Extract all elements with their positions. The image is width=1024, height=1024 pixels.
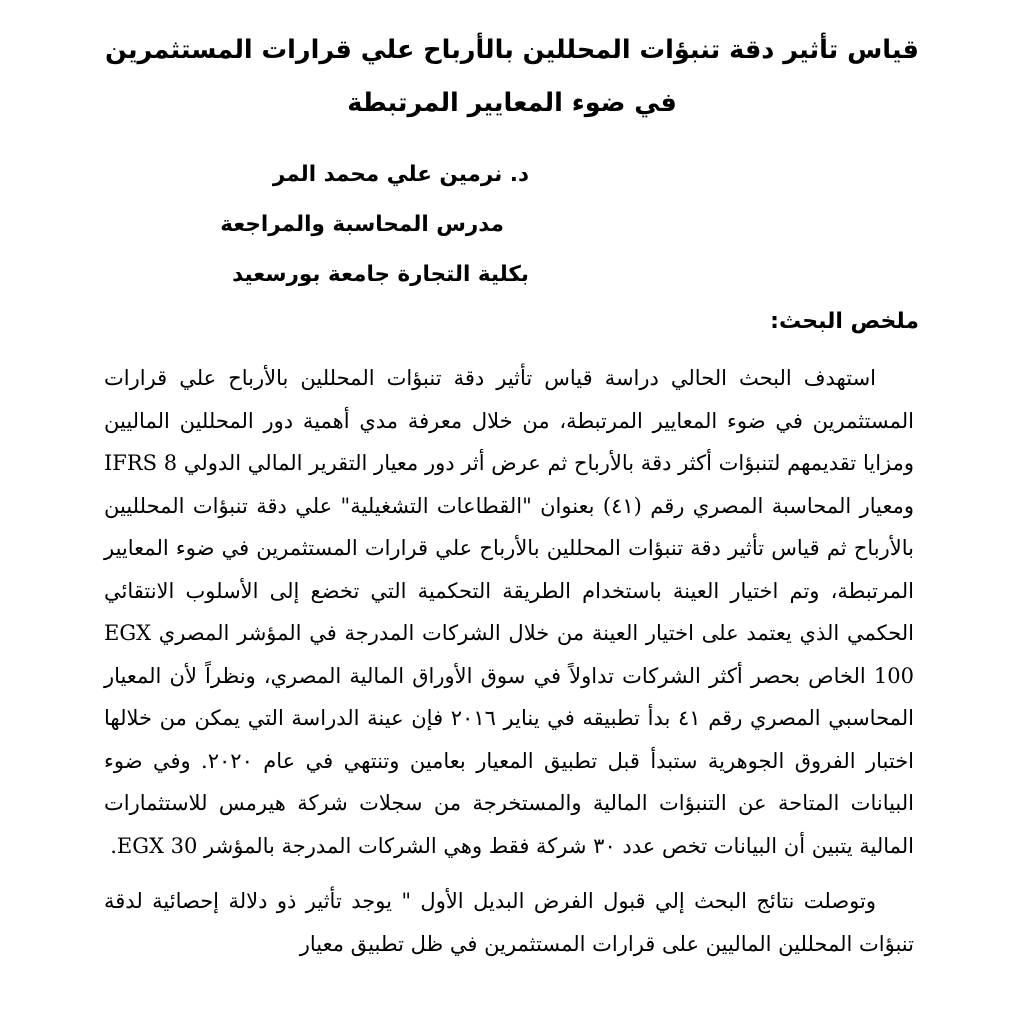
paper-title-line-1: قياس تأثير دقة تنبؤات المحللين بالأرباح علي قرارات المستثمرين	[105, 35, 919, 65]
author-affiliation: بكلية التجارة جامعة بورسعيد	[232, 262, 529, 287]
author-name: د. نرمين علي محمد المر	[272, 162, 529, 187]
paper-title	[0, 24, 1024, 130]
abstract-body	[104, 357, 914, 965]
abstract-paragraph-2: وتوصلت نتائج البحث إلي قبول الفرض البديل الأول " يوجد تأثير ذو دلالة إحصائية لدقة تنبؤات المحللين الماليين على قرارات المستثمرين في ظل تطبيق معيار	[104, 889, 914, 956]
paper-title-line-2: في ضوء المعايير المرتبطة	[347, 88, 677, 118]
abstract-paragraph-1: استهدف البحث الحالي دراسة قياس تأثير دقة تنبؤات المحللين بالأرباح علي قرارات المستثمرين في ضوء المعايير المرتبطة، من خلال معرفة مدي أهمية دور المحللين الماليين ومزايا تقديمهم لتنبؤات أكثر دقة بالأرباح ثم عرض أثر دور معيار التقرير المالي الدولي IFRS 8 ومعيار المحاسبة المصري رقم (٤١) بعنوان "القطاعات التشغيلية" علي دقة تنبؤات المحلليين بالأرباح ثم قياس تأثير دقة تنبؤات المحللين بالأرباح علي قرارات المستثمرين في ضوء المعايير المرتبطة، وتم اختيار العينة باستخدام الطريقة التحكمية التي تخضع إلى الأسلوب الانتقائي الحكمي الذي يعتمد على اختيار العينة من خلال الشركات المدرجة في المؤشر المصري EGX 100 الخاص بحصر أكثر الشركات تداولاً في سوق الأوراق المالية المصري، ونظراً لأن المعيار المحاسبي المصري رقم ٤١ بدأ تطبيقه في يناير ٢٠١٦ فإن عينة الدراسة التي يمكن من خلالها اختبار الفروق الجوهرية ستبدأ قبل تطبيق المعيار بعامين وتنتهي في عام ٢٠٢٠. وفي ضوء البيانات المتاحة عن التنبؤات المالية والمستخرجة من سجلات شركة هيرمس للاستثمارات المالية يتبين أن البيانات تخص عدد ٣٠ شركة فقط وهي الشركات المدرجة بالمؤشر EGX 30.	[104, 366, 915, 858]
author-block	[220, 150, 1024, 300]
author-role: مدرس المحاسبة والمراجعة	[220, 212, 504, 237]
abstract-heading: ملخص البحث:	[770, 309, 919, 334]
